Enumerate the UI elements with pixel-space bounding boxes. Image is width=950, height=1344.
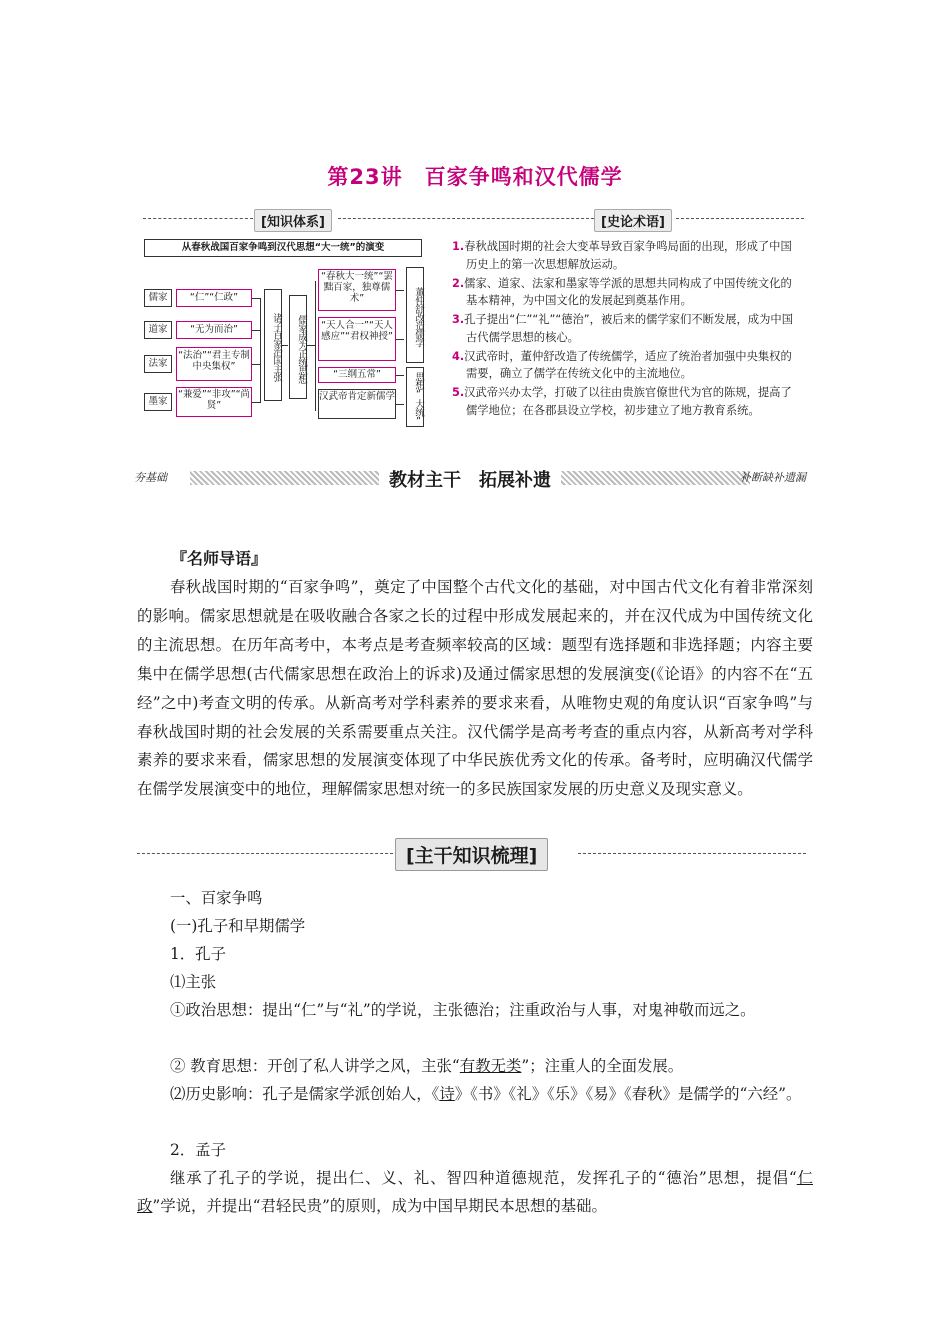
banner-left: 夯基础 [134,471,167,484]
shilun-list [452,238,802,421]
divider [143,218,253,219]
diagram-title: 从春秋战国百家争鸣到汉代思想“大一统”的演变 [144,239,422,257]
sixiang-datong-box: 思想“大统” [406,367,424,427]
dong-idea-box: “三纲五常” [318,367,396,383]
column-zhengtong: 儒家成为正统思想 [289,295,307,399]
heading-1: 一、百家争鸣 [170,889,263,907]
guide-paragraph: 春秋战国时期的“百家争鸣”，奠定了中国整个古代文化的基础，对中国古代文化有着非常深刻的影响。儒家思想就是在吸收融合各家之长的过程中形成发展起来的，并在汉代成为中国传统文化的主流思想。在历年高考中，本考点是考查频率较高的区域：题型有选择题和非选择题；内容主要集中在儒学思想(古代儒家思想在政治上的诉求)及通过儒家思想的发展演变(《论语》的内容不在“五经”之中)考查文明的传承。从新高考对学科素养的要求来看，从唯物史观的角度认识“百家争鸣”与春秋战国时期的社会发展的关系需要重点关注。汉代儒学是高考考查的重点内容，从新高考对学科素养的要求来看，儒家思想的发展演变体现了中华民族优秀文化的传承。备考时，应明确汉代儒学在儒学发展演变中的地位，理解儒家思想对统一的多民族国家发展的历史意义及现实意义。 [137,578,813,799]
heading-3: 1．孔子 [170,945,226,963]
dong-idea-box: “天人合一”“天人感应”“君权神授” [318,317,396,361]
banner-title: 教材主干 拓展补遗 [379,470,561,491]
list-item: 1.春秋战国时期的社会大变革导致百家争鸣局面的出现，形成了中国历史上的第一次思想解放运动。 [452,240,792,271]
body-paragraph: ①政治思想：提出“仁”与“礼”的学说，主张德治；注重政治与人事，对鬼神敬而远之。 [170,1001,756,1019]
section-tag-zhishi: [知识体系] [254,209,332,232]
school-box: 儒家 [144,289,172,307]
section-tag-shilun: [史论术语] [594,209,672,232]
guide-heading: 『名师导语』 [171,549,268,568]
body-paragraph: ⑵历史影响：孔子是儒家学派创始人，《诗》《书》《礼》《乐》《易》《春秋》是儒学的“六经”。 [170,1085,802,1103]
heading-3: 2．孟子 [170,1141,226,1159]
banner-right: 补断缺补遗漏 [740,471,806,484]
idea-box: “兼爱”“非攻”“尚贤” [176,387,252,417]
list-item: 2.儒家、道家、法家和墨家等学派的思想共同构成了中国传统文化的基本精神，为中国文化的发展起到奠基作用。 [452,276,792,307]
divider [676,218,804,219]
section-banner [130,466,810,492]
list-item: 4.汉武帝时，董仲舒改造了传统儒学，适应了统治者加强中央集权的需要，确立了儒学在传统文化中的主流地位。 [452,349,792,380]
divider [578,853,806,854]
school-box: 道家 [144,321,172,339]
idea-box: “仁”“仁政” [176,289,252,307]
list-item: 5.汉武帝兴办太学，打破了以往由贵族官僚世代为官的陈规，提高了儒学地位；在各郡县设立学校，初步建立了地方教育系统。 [452,386,792,417]
knowledge-diagram [140,237,427,427]
divider [338,218,594,219]
school-box: 墨家 [144,393,172,411]
column-zhuzi: 诸子百家治国主张 [264,289,282,401]
page-title: 第23讲 百家争鸣和汉代儒学 [327,165,623,189]
dong-idea-box: “春秋大一统”“罢黜百家，独尊儒术” [318,269,396,311]
idea-box: “法治”“君主专制中央集权” [176,347,252,381]
heading-4: ⑴主张 [170,973,217,991]
section-heading: [主干知识梳理] [395,838,548,871]
school-box: 法家 [144,355,172,373]
heading-2: (一)孔子和早期儒学 [170,917,306,935]
list-item: 3.孔子提出“仁”“礼”“德治”，被后来的儒学家们不断发展，成为中国古代儒学思想的核心。 [452,313,793,344]
divider [137,853,393,854]
dong-idea-box: 汉武帝肯定新儒学 [318,389,396,419]
idea-box: “无为而治” [176,321,252,339]
body-paragraph: 继承了孔子的学说，提出仁、义、礼、智四种道德规范，发挥孔子的“德治”思想，提倡“仁政”学说，并提出“君轻民贵”的原则，成为中国早期民本思想的基础。 [137,1169,813,1215]
body-paragraph: ② 教育思想：开创了私人讲学之风，主张“有教无类”；注重人的全面发展。 [170,1057,684,1075]
dong-zhongshu-box: 董仲舒改造儒学 [406,267,424,363]
